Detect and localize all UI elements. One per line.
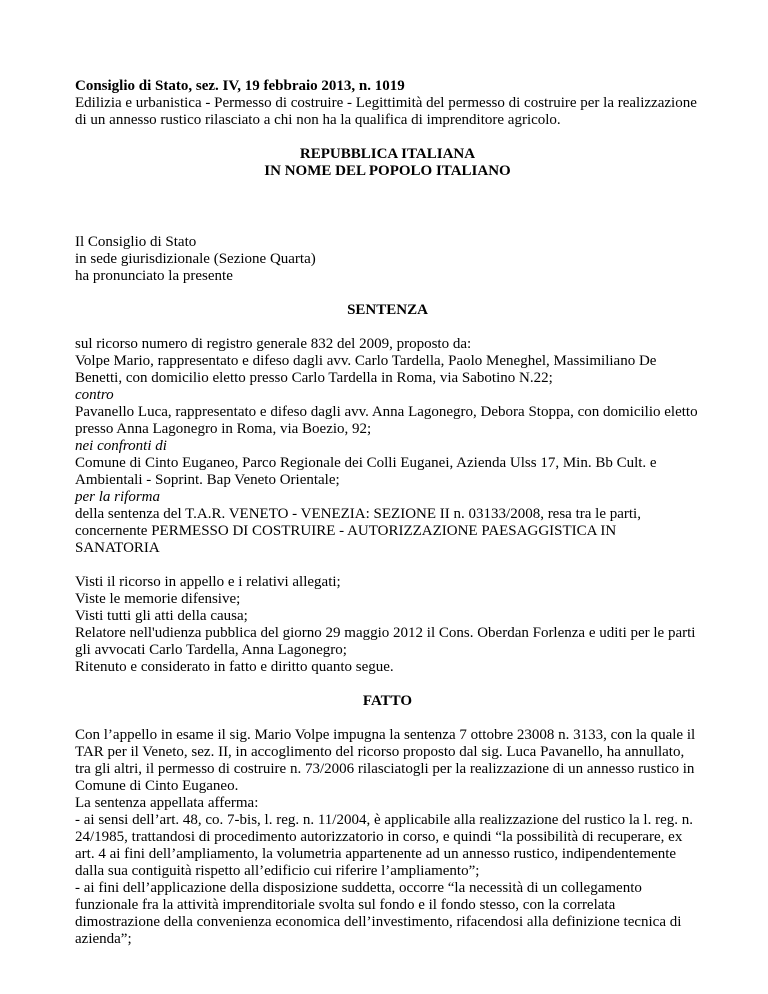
visti-line-3: Visti tutti gli atti della causa; — [75, 608, 248, 624]
intro-line-2: in sede giurisdizionale (Sezione Quarta) — [75, 251, 316, 267]
visti-line-1: Visti il ricorso in appello e i relativi allegati; — [75, 574, 341, 590]
ritenuto-line: Ritenuto e considerato in fatto e diritto quanto segue. — [75, 659, 394, 675]
relatore-line: Relatore nell'udienza pubblica del giorno 29 maggio 2012 il Cons. Oberdan Forlenza e uditi per le parti gli avvocati Carlo Tardella, Anna Lagonegro; — [75, 625, 696, 658]
intro-line-1: Il Consiglio di Stato — [75, 234, 197, 250]
title-line-2: IN NOME DEL POPOLO ITALIANO — [264, 163, 511, 179]
appellant: Volpe Mario, rappresentato e difeso dagli avv. Carlo Tardella, Paolo Meneghel, Massimiliano De Benetti, con domicilio eletto presso Carlo Tardella in Roma, via Sabotino N.22; — [75, 353, 657, 386]
fatto-paragraph-2: La sentenza appellata afferma: — [75, 795, 259, 811]
visti-line-2: Viste le memorie difensive; — [75, 591, 241, 607]
per-la-riforma-label: per la riforma — [75, 489, 161, 505]
other-parties: Comune di Cinto Euganeo, Parco Regionale dei Colli Euganei, Azienda Ulss 17, Min. Bb Cult. e Ambientali - Soprint. Bap Veneto Orientale; — [75, 455, 657, 488]
intro-line-3: ha pronunciato la presente — [75, 268, 233, 284]
heading-sentenza: SENTENZA — [347, 302, 428, 318]
citation: Consiglio di Stato, sez. IV, 19 febbraio 2013, n. 1019 — [75, 78, 405, 94]
document-page — [75, 78, 700, 948]
heading-fatto: FATTO — [362, 693, 413, 709]
ricorso-line: sul ricorso numero di registro generale 832 del 2009, proposto da: — [75, 336, 472, 352]
contro-label: contro — [75, 387, 114, 403]
title-line-1: REPUBBLICA ITALIANA — [299, 146, 476, 162]
reform-subject: della sentenza del T.A.R. VENETO - VENEZIA: SEZIONE II n. 03133/2008, resa tra le parti, concernente PERMESSO DI COSTRUIRE - AUTORIZZAZIONE PAESAGGISTICA IN SANATORIA — [75, 506, 641, 556]
respondent: Pavanello Luca, rappresentato e difeso dagli avv. Anna Lagonegro, Debora Stoppa, con domicilio eletto presso Anna Lagonegro in Roma, via Boezio, 92; — [75, 404, 698, 437]
fatto-paragraph-1: Con l’appello in esame il sig. Mario Volpe impugna la sentenza 7 ottobre 23008 n. 3133, con la quale il TAR per il Veneto, sez. II, in accoglimento del ricorso proposto dal sig. Luca Pavanello, ha annullato, tra gli altri, il permesso di costruire n. 73/2006 rilasciatogli per la realizzazione di un annesso rustico in Comune di Cinto Euganeo. — [75, 727, 696, 794]
summary: Edilizia e urbanistica - Permesso di costruire - Legittimità del permesso di costruire per la realizzazione di un annesso rustico rilasciato a chi non ha la qualifica di imprenditore agricolo. — [75, 95, 697, 128]
fatto-paragraph-4: - ai fini dell’applicazione della disposizione suddetta, occorre “la necessità di un collegamento funzionale fra la attività imprenditoriale svolta sul fondo e il fondo stesso, con la correlata dimostrazione della convenienza economica dell’investimento, rifacendosi alla definizione tecnica di azienda”; — [75, 880, 682, 947]
nei-confronti-label: nei confronti di — [75, 438, 167, 454]
fatto-paragraph-3: - ai sensi dell’art. 48, co. 7-bis, l. reg. n. 11/2004, è applicabile alla realizzazione del rustico la l. reg. n. 24/1985, trattandosi di procedimento autorizzatorio in corso, e quindi “la possibilità di recuperare, ex art. 4 ai fini dell’ampliamento, la volumetria appartenente ad un annesso rustico, indipendentemente dalla sua contiguità rispetto all’edificio cui riferire l’ampliamento”; — [75, 812, 693, 879]
